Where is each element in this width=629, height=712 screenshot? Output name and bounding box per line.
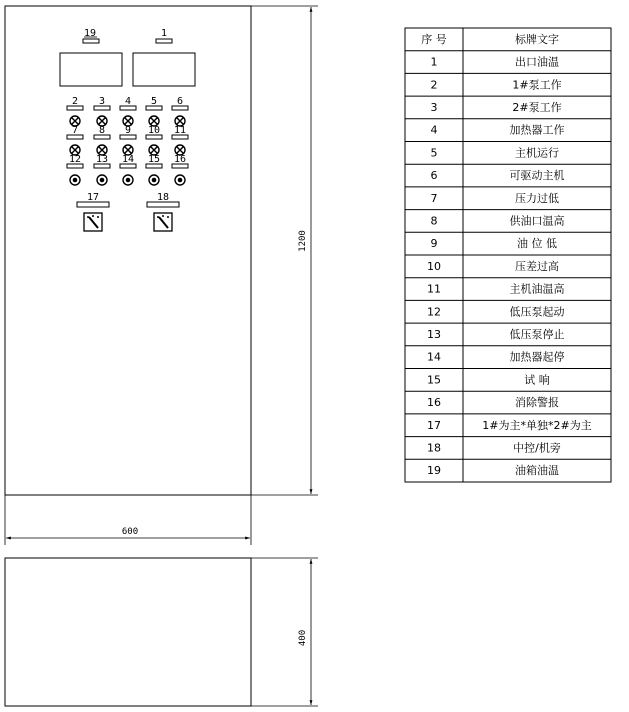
table-header-number: 序 号	[421, 32, 447, 46]
table-cell-label: 主机油温高	[509, 282, 565, 296]
switch-label-17: 17	[86, 192, 100, 203]
label-3: 3	[98, 96, 106, 107]
selector-switch-17[interactable]	[84, 213, 102, 231]
label-8: 8	[98, 125, 106, 136]
cabinet-front	[5, 6, 251, 495]
table-cell-label: 1#泵工作	[512, 78, 562, 92]
table-cell-label: 加热器起停	[509, 350, 565, 364]
table-cell-number: 1	[430, 55, 438, 69]
table-cell-number: 9	[430, 237, 438, 251]
push-button-13[interactable]	[97, 175, 107, 185]
label-16: 16	[173, 154, 187, 165]
cabinet-base	[5, 558, 251, 706]
table-cell-number: 3	[430, 100, 438, 114]
table-cell-label: 加热器工作	[509, 123, 565, 137]
table-cell-number: 8	[430, 214, 438, 228]
label-14: 14	[121, 154, 135, 165]
label-13: 13	[95, 154, 109, 165]
table-cell-label: 主机运行	[515, 146, 559, 160]
table-cell-number: 5	[430, 146, 438, 160]
table-cell-number: 4	[430, 123, 438, 137]
table-cell-label: 出口油温	[515, 55, 559, 69]
table-cell-number: 19	[427, 464, 441, 478]
table-cell-label: 消除警报	[515, 396, 559, 410]
label-2: 2	[71, 96, 79, 107]
temperature-display-1	[133, 53, 195, 86]
table-cell-number: 6	[430, 169, 438, 183]
table-cell-number: 10	[427, 259, 441, 273]
table-cell-number: 17	[427, 418, 441, 432]
label-5: 5	[150, 96, 158, 107]
label-15: 15	[147, 154, 161, 165]
table-cell-label: 压力过低	[515, 191, 559, 205]
push-button-14[interactable]	[123, 175, 133, 185]
table-cell-label: 低压泵停止	[509, 327, 565, 341]
label-10: 10	[147, 125, 161, 136]
table-cell-label: 可驱动主机	[509, 169, 565, 183]
label-11: 11	[173, 125, 187, 136]
table-cell-label: 油 位 低	[517, 237, 557, 251]
base-height-dimension-text: 400	[298, 629, 308, 647]
table-cell-label: 中控/机旁	[513, 441, 561, 455]
meter-plate-19	[83, 39, 99, 43]
temperature-display-19	[60, 53, 122, 86]
table-cell-number: 2	[430, 78, 438, 92]
switch-label-18: 18	[156, 192, 170, 203]
meter-label-19: 19	[83, 28, 97, 39]
table-cell-label: 供油口温高	[509, 214, 565, 228]
table-cell-number: 7	[430, 191, 438, 205]
table-cell-number: 16	[427, 396, 441, 410]
selector-switch-18[interactable]	[154, 213, 172, 231]
push-button-12[interactable]	[70, 175, 80, 185]
label-9: 9	[124, 125, 132, 136]
table-cell-number: 15	[427, 373, 441, 387]
width-dimension-text: 600	[121, 527, 139, 537]
meter-plate-1	[156, 39, 172, 43]
table-cell-label: 低压泵起动	[509, 305, 565, 319]
table-header-label: 标牌文字	[515, 32, 559, 46]
meter-label-1: 1	[160, 28, 168, 39]
label-7: 7	[71, 125, 79, 136]
table-cell-label: 2#泵工作	[512, 100, 562, 114]
table-cell-number: 13	[427, 327, 441, 341]
table-cell-label: 1#为主*单独*2#为主	[482, 418, 592, 432]
label-6: 6	[176, 96, 184, 107]
table-cell-label: 压差过高	[515, 259, 559, 273]
push-button-15[interactable]	[149, 175, 159, 185]
table-cell-number: 14	[427, 350, 441, 364]
table-cell-number: 18	[427, 441, 441, 455]
table-cell-number: 12	[427, 305, 441, 319]
height-dimension-text: 1200	[298, 230, 308, 252]
push-button-16[interactable]	[175, 175, 185, 185]
table-cell-label: 油箱油温	[515, 464, 559, 478]
table-cell-number: 11	[427, 282, 441, 296]
label-12: 12	[68, 154, 82, 165]
table-cell-label: 试 响	[524, 373, 550, 387]
label-4: 4	[124, 96, 132, 107]
